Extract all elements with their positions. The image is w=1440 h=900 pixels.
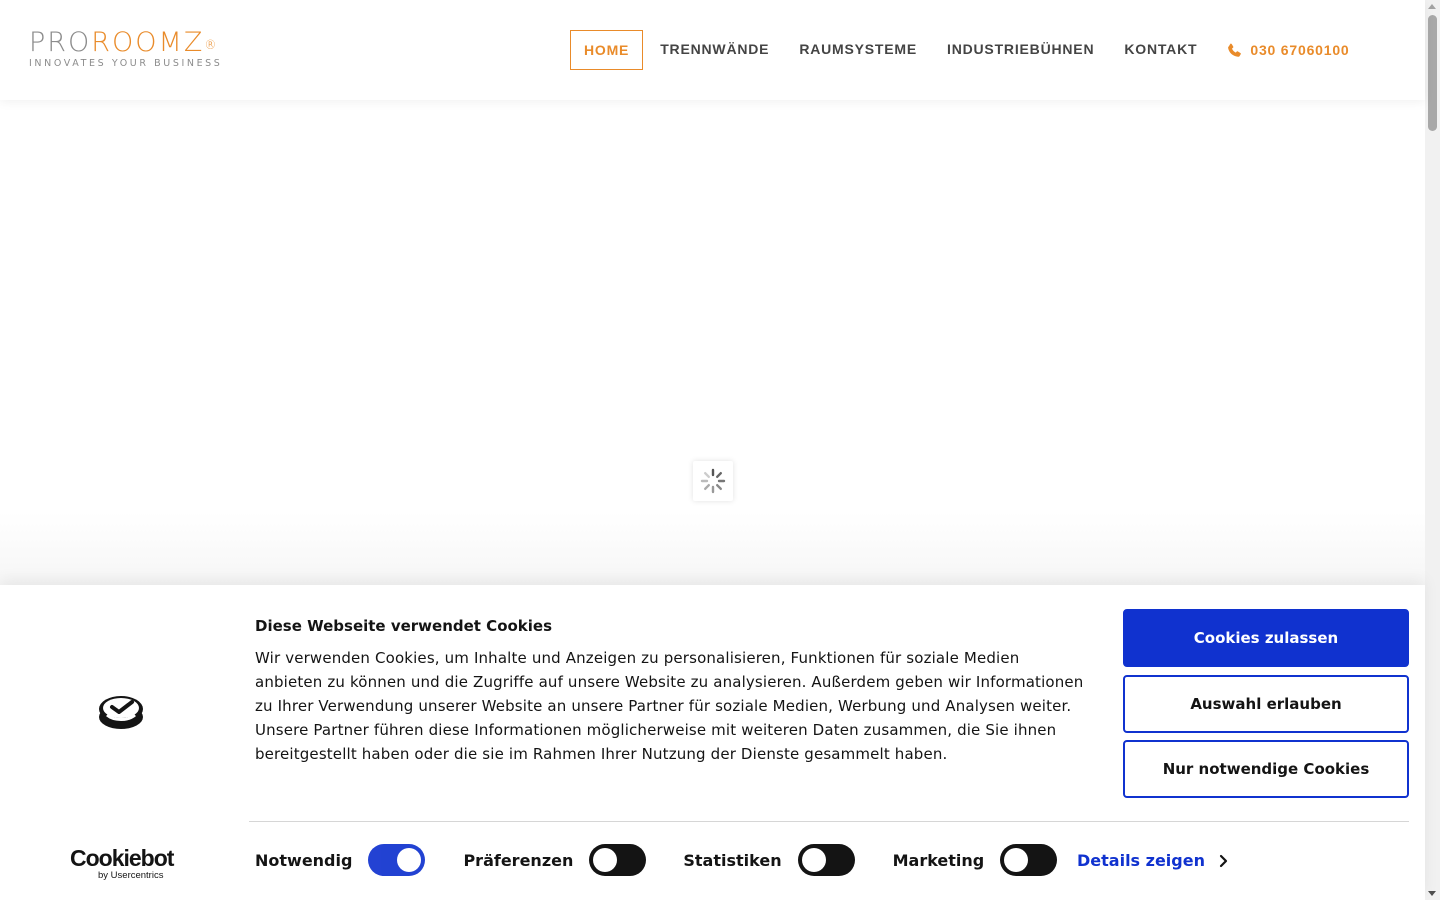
nav-home[interactable]: HOME — [570, 30, 643, 70]
toggle-group-marketing — [893, 844, 1058, 876]
details-link[interactable] — [1077, 851, 1228, 870]
toggle-label-marketing: Marketing — [892, 850, 985, 870]
toggle-notwendig[interactable] — [368, 844, 425, 876]
spinner-icon — [693, 461, 733, 501]
proroomz-logo[interactable] — [29, 27, 223, 74]
necessary-cookies-only-button[interactable]: Nur notwendige Cookies — [1123, 740, 1409, 798]
toggle-label-praeferenzen: Präferenzen — [463, 850, 574, 870]
loading-spinner — [693, 461, 733, 501]
scroll-up-arrow-icon[interactable] — [1428, 4, 1436, 9]
nav-trennwaende[interactable]: TRENNWÄNDE — [660, 41, 770, 57]
logo-registered-mark: ® — [204, 38, 219, 52]
phone-number: 030 67060100 — [1250, 42, 1350, 58]
details-link-label: Details zeigen — [1077, 851, 1205, 870]
main-nav — [570, 30, 1365, 70]
cookiebot-brand-logo[interactable] — [70, 846, 174, 881]
logo-roomz: ROOMZ — [91, 27, 205, 58]
nav-phone-link[interactable] — [1212, 30, 1364, 70]
phone-icon — [1227, 43, 1242, 58]
toggle-group-praeferenzen — [463, 844, 646, 876]
toggle-knob — [397, 848, 421, 872]
toggle-statistiken[interactable] — [798, 844, 855, 876]
chevron-right-icon — [1219, 854, 1228, 868]
page-scrollbar[interactable] — [1425, 0, 1440, 900]
allow-selection-button[interactable]: Auswahl erlauben — [1123, 675, 1409, 733]
cookie-banner-title: Diese Webseite verwendet Cookies — [255, 617, 553, 635]
cookiebot-brand-sub: by Usercentrics — [98, 870, 164, 881]
cookiebot-brand-name: Cookiebot — [70, 845, 174, 871]
toggle-label-notwendig: Notwendig — [255, 850, 353, 870]
toggle-group-statistiken — [683, 844, 854, 876]
cookie-banner-text: Wir verwenden Cookies, um Inhalte und Anzeigen zu personalisieren, Funktionen für soziale Medien anbieten zu können und die Zugriffe auf unsere Website zu analysieren. Außerdem geben wir Informationen zu Ihrer Verwendung unserer Website an unsere Partner für soziale Medien, Werbung und Analysen weiter. Unsere Partner führen diese Informationen möglicherweise mit weiteren Daten zusammen, die Sie ihnen bereitgestellt haben oder die sie im Rahmen Ihrer Nutzung der Dienste gesammelt haben. — [255, 649, 1084, 763]
cookiebot-mark-icon — [98, 693, 146, 731]
cookie-banner-divider — [249, 821, 1409, 822]
toggle-marketing[interactable] — [1000, 844, 1057, 876]
toggle-group-notwendig — [255, 844, 425, 876]
logo-wordmark — [29, 27, 219, 58]
site-header — [0, 0, 1425, 100]
toggle-label-statistiken: Statistiken — [683, 850, 782, 870]
logo-tagline: INNOVATES YOUR BUSINESS — [29, 58, 223, 69]
toggle-knob — [802, 848, 826, 872]
logo-pro: PRO — [29, 27, 92, 58]
cookie-category-toggles — [255, 843, 1057, 877]
nav-raumsysteme[interactable]: RAUMSYSTEME — [799, 41, 918, 57]
nav-industriebuehnen[interactable]: INDUSTRIEBÜHNEN — [947, 41, 1095, 57]
cookie-consent-banner — [0, 585, 1425, 900]
nav-kontakt[interactable]: KONTAKT — [1124, 41, 1198, 57]
toggle-praeferenzen[interactable] — [589, 844, 646, 876]
allow-all-cookies-button[interactable]: Cookies zulassen — [1123, 609, 1409, 667]
scroll-thumb[interactable] — [1428, 15, 1437, 131]
toggle-knob — [1004, 848, 1028, 872]
main-content — [0, 100, 1425, 585]
scroll-down-arrow-icon[interactable] — [1428, 891, 1436, 896]
toggle-knob — [593, 848, 617, 872]
